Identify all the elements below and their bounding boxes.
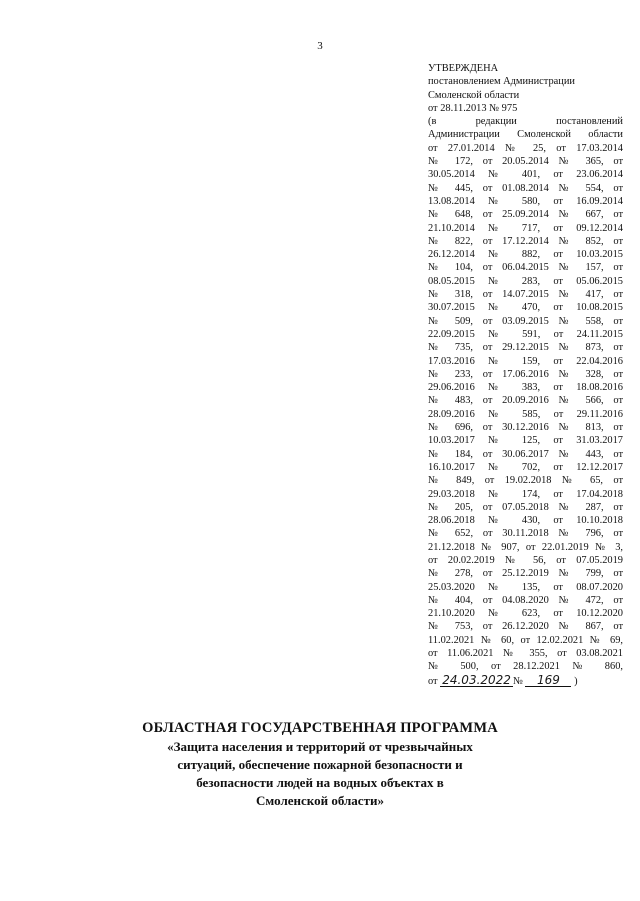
page-number: 3: [317, 40, 323, 52]
signature-prefix: от: [428, 675, 438, 687]
revision-line: 30.05.2014 № 401, от 23.06.2014: [428, 169, 623, 181]
revision-line: № 205, от 07.05.2018 № 287, от: [428, 501, 623, 513]
revision-line: Администрации Смоленской области: [428, 129, 623, 141]
approval-line: постановлением Администрации: [428, 76, 575, 88]
revision-line: № 822, от 17.12.2014 № 852, от: [428, 235, 623, 247]
revision-line: 29.06.2016 № 383, от 18.08.2016: [428, 382, 623, 394]
revision-line: 13.08.2014 № 580, от 16.09.2014: [428, 195, 623, 207]
revision-line: № 445, от 01.08.2014 № 554, от: [428, 182, 623, 194]
revision-line: от 27.01.2014 № 25, от 17.03.2014: [428, 142, 623, 154]
revision-line: 21.12.2018 № 907, от 22.01.2019 № 3,: [428, 541, 623, 553]
handwritten-date: 24.03.2022: [442, 672, 511, 687]
program-title-block: [0, 718, 640, 810]
approval-heading: УТВЕРЖДЕНА: [428, 63, 499, 74]
approval-line: от 28.11.2013 № 975: [428, 102, 518, 114]
closing-paren: ): [574, 675, 578, 687]
revision-line: № 696, от 30.12.2016 № 813, от: [428, 422, 623, 434]
revision-line: № 735, от 29.12.2015 № 873, от: [428, 342, 623, 354]
revision-line: № 509, от 03.09.2015 № 558, от: [428, 315, 623, 327]
revision-line: № 172, от 20.05.2014 № 365, от: [428, 156, 623, 168]
program-name-line: ситуаций, обеспечение пожарной безопасности и: [177, 757, 463, 772]
revision-line: 11.02.2021 № 60, от 12.02.2021 № 69,: [428, 634, 623, 646]
revision-line: № 404, от 04.08.2020 № 472, от: [428, 594, 623, 606]
approval-block: [428, 62, 623, 688]
revision-line: № 483, от 20.09.2016 № 566, от: [428, 395, 623, 407]
revision-line: 25.03.2020 № 135, от 08.07.2020: [428, 581, 623, 593]
program-title: ОБЛАСТНАЯ ГОСУДАРСТВЕННАЯ ПРОГРАММА: [142, 720, 498, 736]
number-sign: №: [512, 675, 523, 687]
revision-line: № 849, от 19.02.2018 № 65, от: [428, 475, 623, 487]
revision-line: 28.06.2018 № 430, от 10.10.2018: [428, 515, 623, 527]
revision-line: от 20.02.2019 № 56, от 07.05.2019: [428, 554, 623, 566]
approval-line: Смоленской области: [428, 89, 520, 101]
revision-line: 26.12.2014 № 882, от 10.03.2015: [428, 249, 623, 261]
revision-line: № 104, от 06.04.2015 № 157, от: [428, 262, 623, 274]
revision-line: 21.10.2020 № 623, от 10.12.2020: [428, 608, 623, 620]
revision-line: 28.09.2016 № 585, от 29.11.2016: [428, 408, 623, 420]
revision-line: 21.10.2014 № 717, от 09.12.2014: [428, 222, 623, 234]
revision-line: (в редакции постановлений: [428, 116, 623, 128]
revision-line: № 318, от 14.07.2015 № 417, от: [428, 289, 623, 301]
revision-line: № 233, от 17.06.2016 № 328, от: [428, 368, 623, 380]
program-name-line: безопасности людей на водных объектах в: [196, 775, 444, 790]
revision-line: 22.09.2015 № 591, от 24.11.2015: [428, 328, 623, 340]
revision-line: 17.03.2016 № 159, от 22.04.2016: [428, 355, 623, 367]
revision-line: 08.05.2015 № 283, от 05.06.2015: [428, 275, 623, 287]
revision-line: 16.10.2017 № 702, от 12.12.2017: [428, 461, 623, 473]
revision-line: № 753, от 26.12.2020 № 867, от: [428, 621, 623, 633]
revision-list: [428, 115, 623, 673]
revision-line: 30.07.2015 № 470, от 10.08.2015: [428, 302, 623, 314]
revision-line: № 652, от 30.11.2018 № 796, от: [428, 528, 623, 540]
revision-line: № 278, от 25.12.2019 № 799, от: [428, 568, 623, 580]
revision-line: № 648, от 25.09.2014 № 667, от: [428, 209, 623, 221]
revision-line: 29.03.2018 № 174, от 17.04.2018: [428, 488, 623, 500]
revision-line: от 11.06.2021 № 355, от 03.08.2021: [428, 648, 623, 660]
revision-line: № 184, от 30.06.2017 № 443, от: [428, 448, 623, 460]
program-name-line: Смоленской области»: [256, 793, 384, 808]
handwritten-number: 169: [525, 674, 571, 687]
program-name-line: «Защита населения и территорий от чрезвычайных: [167, 739, 473, 754]
revision-line: № 500, от 28.12.2021 № 860,: [428, 661, 623, 673]
revision-line: 10.03.2017 № 125, от 31.03.2017: [428, 435, 623, 447]
signature-row: [428, 672, 578, 687]
